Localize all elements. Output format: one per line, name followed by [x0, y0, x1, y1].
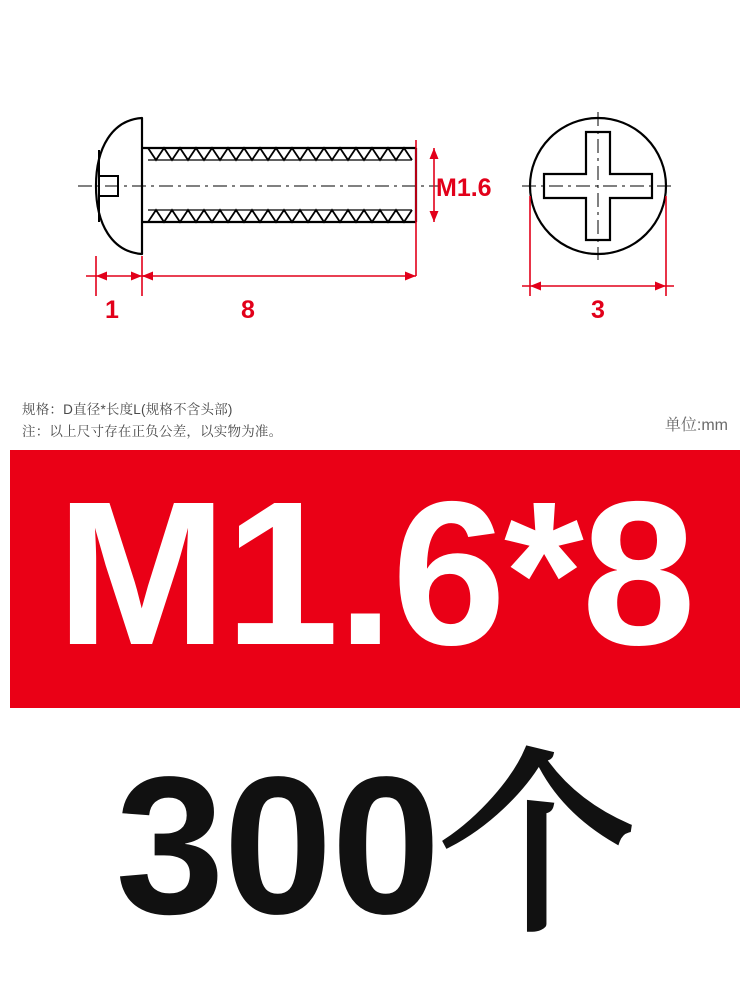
note-tolerance: 注：以上尺寸存在正负公差，以实物为准。 [22, 424, 283, 439]
dimension-label-head-diameter: 3 [591, 296, 605, 324]
size-banner [10, 450, 740, 708]
unit-label: 单位:mm [664, 417, 728, 434]
notes-block [0, 362, 750, 450]
dimension-label-head-height: 1 [105, 296, 119, 324]
quantity-block [0, 716, 750, 976]
dimension-lines-top [522, 196, 674, 296]
note-spec: 规格：D直径*长度L(规格不含头部) [22, 402, 233, 417]
size-label: M1.6*8 [56, 458, 694, 688]
screw-dimension-drawing [0, 0, 750, 360]
dimension-label-thread-length: 8 [241, 296, 255, 324]
dimension-label-thread-diameter: M1.6 [436, 174, 492, 202]
quantity-label: 300个 [115, 736, 635, 955]
